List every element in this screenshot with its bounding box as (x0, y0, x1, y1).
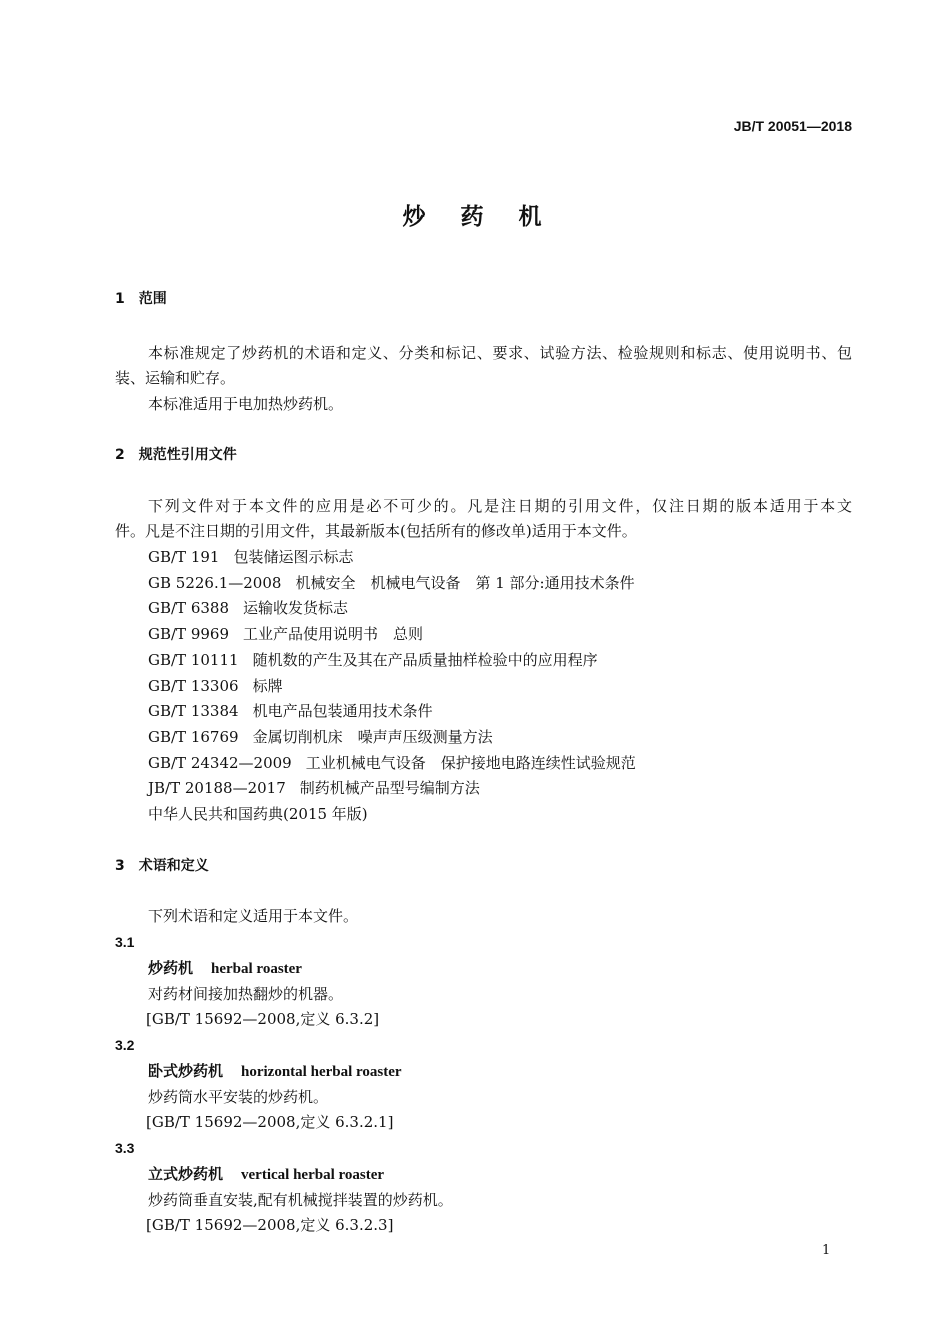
reference-code: GB/T 9969 (148, 625, 230, 644)
paragraph-line: 件。凡是不注日期的引用文件，其最新版本(包括所有的修改单)适用于本文件。 (115, 522, 637, 540)
term-source: [GB/T 15692—2008,定义 6.3.2] (146, 1010, 380, 1028)
term-number: 3.2 (115, 1037, 135, 1053)
term-source: [GB/T 15692—2008,定义 6.3.2.3] (146, 1216, 394, 1234)
reference-title: 机电产品包装通用技术条件 (252, 702, 433, 721)
term-english: horizontal herbal roaster (241, 1064, 402, 1080)
term-source: [GB/T 15692—2008,定义 6.3.2.1] (146, 1113, 394, 1131)
reference-code: GB 5226.1—2008 (148, 573, 282, 592)
section-title: 术语和定义 (138, 858, 209, 874)
reference-item (148, 625, 423, 643)
reference-item (148, 677, 283, 695)
reference-code: GB/T 10111 (148, 650, 239, 669)
reference-item (148, 805, 368, 823)
reference-code: JB/T 20188—2017 (148, 779, 286, 798)
reference-item (148, 754, 636, 772)
page-title: 炒 药 机 (402, 204, 548, 230)
term-number: 3.1 (115, 934, 135, 950)
section-number: 3 (115, 858, 125, 874)
reference-title: 运输收发货标志 (243, 599, 349, 618)
reference-item (148, 651, 598, 669)
term-chinese: 卧式炒药机 (148, 1062, 224, 1080)
reference-item (148, 574, 635, 592)
term-definition: 炒药筒垂直安装,配有机械搅拌装置的炒药机。 (148, 1191, 453, 1209)
paragraph: 下列术语和定义适用于本文件。 (148, 907, 359, 925)
doc-number: JB/T 20051—2018 (733, 118, 852, 134)
reference-item (148, 779, 480, 797)
reference-title: 制药机械产品型号编制方法 (299, 779, 480, 798)
reference-code: GB/T 24342—2009 (148, 753, 292, 772)
term-heading (148, 1165, 384, 1184)
page-number: 1 (822, 1243, 831, 1258)
term-definition: 对药材间接加热翻炒的机器。 (148, 985, 344, 1003)
term-heading (148, 959, 302, 978)
reference-title: 中华人民共和国药典(2015 年版) (148, 805, 368, 823)
section-2-heading (115, 446, 237, 464)
section-3-heading (115, 857, 209, 875)
reference-title: 标牌 (252, 676, 283, 695)
reference-code: GB/T 13384 (148, 702, 239, 721)
reference-item (148, 702, 433, 720)
reference-item (148, 728, 493, 746)
reference-title: 包装储运图示标志 (233, 548, 354, 566)
paragraph-line: 装、运输和贮存。 (115, 369, 236, 387)
reference-code: GB/T 6388 (148, 599, 230, 618)
term-definition: 炒药筒水平安装的炒药机。 (148, 1088, 329, 1106)
term-number: 3.3 (115, 1140, 135, 1156)
term-heading (148, 1062, 402, 1081)
paragraph: 本标准适用于电加热炒药机。 (148, 395, 344, 413)
term-english: herbal roaster (211, 961, 302, 977)
reference-item (148, 599, 348, 617)
paragraph-line: 本标准规定了炒药机的术语和定义、分类和标记、要求、试验方法、检验规则和标志、使用说明书、包 (148, 344, 852, 362)
section-1-heading (115, 290, 167, 308)
reference-title: 金属切削机床 噪声声压级测量方法 (252, 727, 493, 746)
reference-title: 工业产品使用说明书 总则 (243, 625, 424, 644)
reference-title: 机械安全 机械电气设备 第 1 部分:通用技术条件 (295, 573, 635, 592)
paragraph-line: 下列文件对于本文件的应用是必不可少的。凡是注日期的引用文件，仅注日期的版本适用于本文 (148, 497, 852, 515)
reference-code: GB/T 13306 (148, 676, 239, 695)
term-chinese: 立式炒药机 (148, 1165, 224, 1183)
section-number: 2 (115, 447, 125, 463)
reference-title: 随机数的产生及其在产品质量抽样检验中的应用程序 (252, 650, 598, 669)
reference-code: GB/T 191 (148, 548, 220, 566)
section-title: 范围 (138, 291, 167, 307)
term-english: vertical herbal roaster (241, 1167, 385, 1183)
reference-item (148, 548, 353, 566)
term-chinese: 炒药机 (148, 959, 194, 977)
reference-code: GB/T 16769 (148, 727, 239, 746)
reference-title: 工业机械电气设备 保护接地电路连续性试验规范 (305, 753, 636, 772)
section-number: 1 (115, 291, 125, 307)
section-title: 规范性引用文件 (138, 447, 237, 463)
